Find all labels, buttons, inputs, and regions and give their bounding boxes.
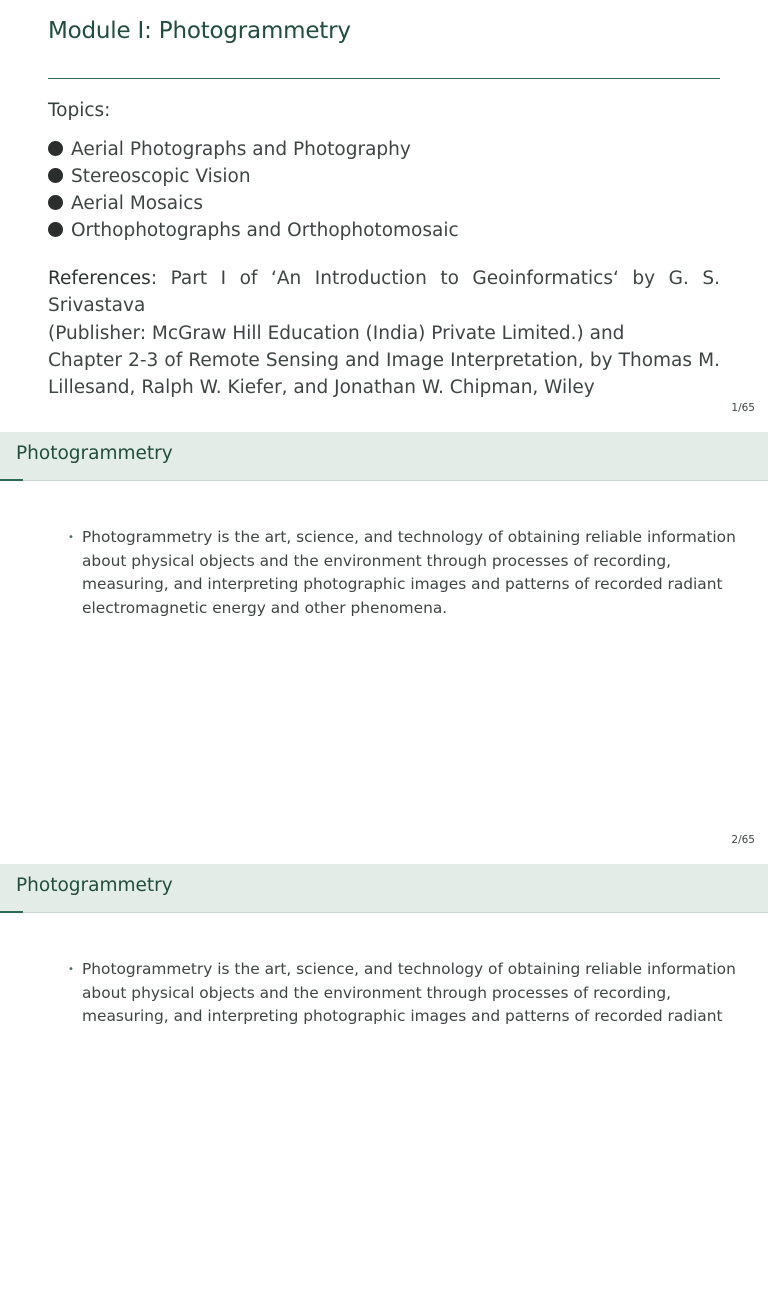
bullet-dot-icon — [48, 222, 63, 237]
topics-label: Topics — [48, 100, 105, 121]
bullet-dot-icon: • — [68, 532, 74, 543]
bullet-item — [68, 958, 736, 1029]
references-label: References — [48, 268, 151, 289]
frame-title: Photogrammetry — [16, 443, 173, 464]
topics-list — [48, 136, 459, 244]
page-number: 2/65 — [731, 834, 755, 846]
topic-item — [48, 163, 459, 190]
topic-item — [48, 190, 459, 217]
bullet-text — [82, 958, 736, 1029]
bullet-text — [82, 526, 736, 620]
bullet-text-line: electromagnetic energy and other phenomena. — [82, 598, 448, 617]
references-text: : Part I of ‘An Introduction to Geoinformatics‘ by G. S. Srivastava — [48, 268, 720, 317]
slide-1 — [0, 0, 768, 432]
references-line: Lillesand, Ralph W. Kiefer, and Jonathan W. Chipman, Wiley — [48, 377, 595, 399]
page-number: 1/65 — [731, 402, 755, 414]
topics-heading — [48, 100, 110, 121]
references-line: (Publisher: McGraw Hill Education (India) Private Limited.) and — [48, 322, 625, 344]
topic-label: Stereoscopic Vision — [71, 166, 251, 187]
slide-3 — [0, 864, 768, 1296]
slide-2 — [0, 432, 768, 864]
header-accent-line — [0, 911, 23, 913]
bullet-text-line: Photogrammetry is the art, science, and technology of obtaining reliable information — [82, 528, 736, 546]
references-paragraph — [48, 265, 720, 401]
bullet-dot-icon — [48, 141, 63, 156]
header-accent-line — [0, 479, 23, 481]
bullet-dot-icon: • — [68, 964, 74, 975]
topic-item — [48, 217, 459, 244]
topic-item — [48, 136, 459, 163]
topic-label: Aerial Photographs and Photography — [71, 139, 411, 160]
references-line: Chapter 2-3 of Remote Sensing and Image Interpretation, by Thomas M. — [48, 349, 720, 371]
bullet-text-line: measuring, and interpreting photographic images and patterns of recorded radiant — [82, 575, 723, 593]
bullet-text-line: Photogrammetry is the art, science, and technology of obtaining reliable information — [82, 960, 736, 978]
bullet-text-line: about physical objects and the environment through processes of recording, — [82, 983, 671, 1002]
topics-colon: : — [104, 100, 111, 121]
frame-header — [0, 432, 768, 481]
bullet-text-line: measuring, and interpreting photographic images and patterns of recorded radiant — [82, 1007, 723, 1025]
slide-title: Module I: Photogrammetry — [48, 18, 351, 44]
bullet-item — [68, 526, 736, 620]
references-line — [48, 265, 720, 320]
frame-title: Photogrammetry — [16, 875, 173, 896]
frame-header — [0, 864, 768, 913]
topic-label: Orthophotographs and Orthophotomosaic — [71, 220, 459, 241]
bullet-dot-icon — [48, 195, 63, 210]
bullet-text-line: about physical objects and the environment through processes of recording, — [82, 551, 671, 570]
title-rule — [48, 78, 720, 79]
topic-label: Aerial Mosaics — [71, 193, 204, 214]
bullet-dot-icon — [48, 168, 63, 183]
